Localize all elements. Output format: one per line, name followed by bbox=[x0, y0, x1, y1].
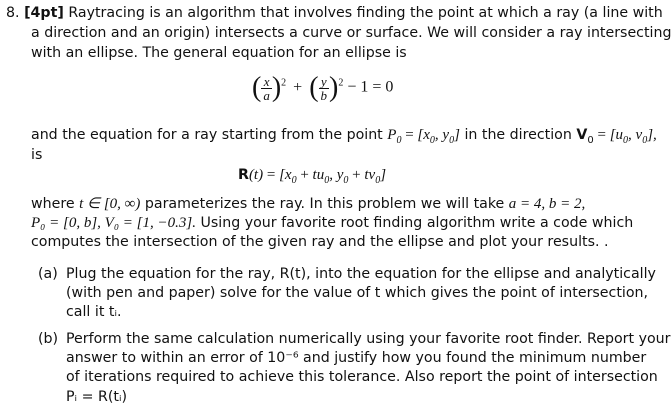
intro-text-1: Raytracing is an algorithm that involves finding the point at which a ray (a line with bbox=[68, 5, 663, 21]
params-where: where bbox=[31, 196, 75, 212]
ellipse-equation: ( $\frac{x}{a}$ )$^2$ + ( $\frac{y}{b}$ )$^2$ − 1 = 0 bbox=[252, 72, 394, 103]
ray-text-2: in the direction bbox=[464, 127, 572, 143]
ray-text-line: and the equation for a ray starting from the point $P_0 = [x_0$, $y_0$] in the direction $V_0 = [u_0$, $v_0$], bbox=[31, 127, 657, 146]
problem-points: [4pt] bbox=[24, 5, 64, 21]
problem-intro-line-1 bbox=[6, 4, 663, 22]
part-b-line-2: answer to within an error of 10⁻⁶ and justify how you found the minimum number bbox=[66, 350, 647, 366]
ray-equation: $R(t) = [x_0 + tu_0$, $y_0 + tv_0$] bbox=[238, 167, 387, 186]
part-b-line-1: Perform the same calculation numerically using your favorite root finder. Report your bbox=[66, 331, 671, 347]
part-a-line-3: call it tᵢ. bbox=[66, 304, 122, 320]
params-line-2 bbox=[31, 214, 633, 232]
params-p0-v0: P₀ = [0, b], V₀ = [1, −0.3]. bbox=[31, 215, 196, 231]
part-b-label: (b) bbox=[38, 331, 59, 347]
ray-text-is: is bbox=[31, 147, 43, 163]
params-line-1 bbox=[31, 195, 585, 213]
intro-text-2: a direction and an origin) intersects a curve or surface. We will consider a ray intersecting bbox=[31, 25, 671, 41]
part-a-label: (a) bbox=[38, 266, 58, 282]
params-text-1: parameterizes the ray. In this problem we will take bbox=[144, 196, 505, 212]
problem-number: 8. bbox=[6, 5, 20, 21]
params-ab-values: a = 4, b = 2, bbox=[508, 196, 586, 212]
params-text-2: Using your favorite root finding algorithm write a code which bbox=[200, 215, 634, 231]
part-b-line-3: of iterations required to achieve this tolerance. Also report the point of intersection bbox=[66, 369, 658, 385]
part-a-line-2: (with pen and paper) solve for the value of t which gives the point of intersection, bbox=[66, 285, 649, 301]
part-a-line-1: Plug the equation for the ray, R(t), into the equation for the ellipse and analytically bbox=[66, 266, 656, 282]
intro-text-3: with an ellipse. The general equation for an ellipse is bbox=[31, 45, 407, 61]
params-line-3: computes the intersection of the given ray and the ellipse and plot your results. . bbox=[31, 234, 609, 250]
ellipse-equation-tail: − 1 = 0 bbox=[347, 78, 394, 96]
part-b-line-4: Pᵢ = R(tᵢ) bbox=[66, 389, 128, 405]
params-t-domain: t ∈ [0, ∞) bbox=[79, 196, 141, 212]
ray-origin-math: $P_0 = [x_0$, $y_0$] bbox=[387, 127, 460, 146]
ray-text-1: and the equation for a ray starting from the point bbox=[31, 127, 383, 143]
